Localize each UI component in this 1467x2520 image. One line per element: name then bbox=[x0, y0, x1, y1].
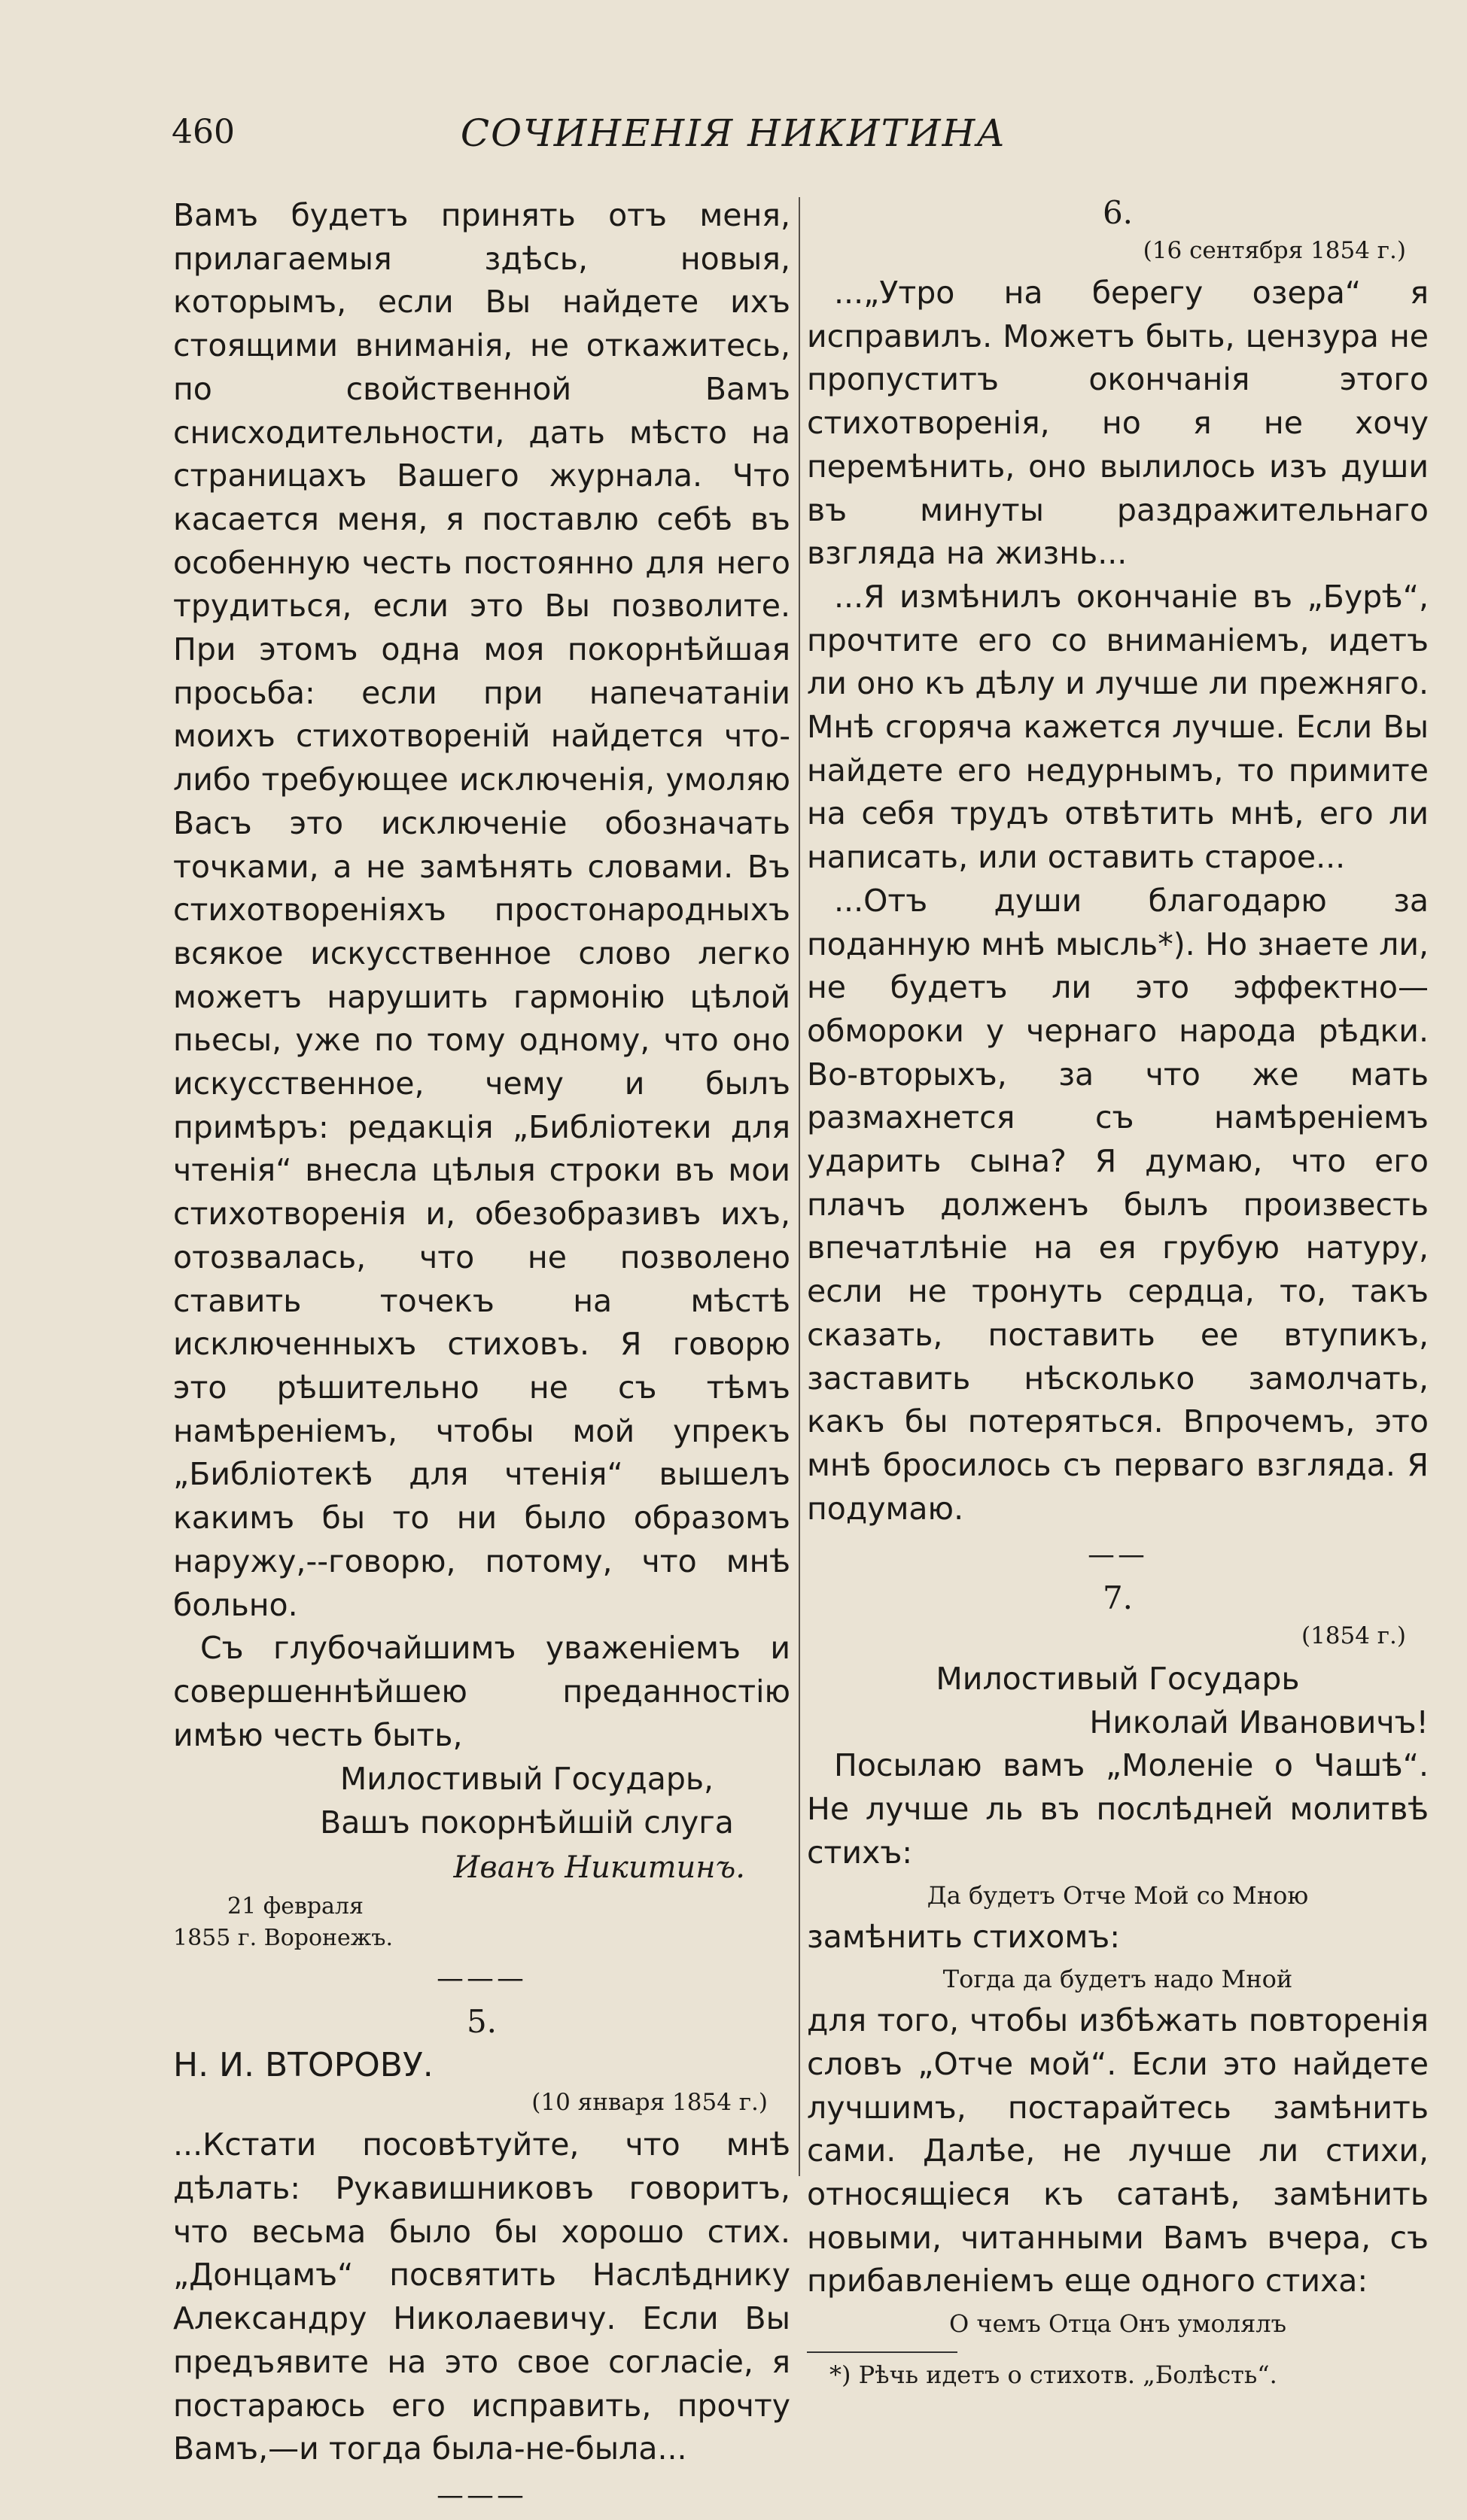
right-column bbox=[807, 194, 1429, 2389]
letter-date: 21 февраля bbox=[227, 1893, 364, 1920]
running-header: СОЧИНЕНІЯ НИКИТИНА bbox=[460, 111, 1007, 155]
letter-paragraph: ...Я измѣнилъ окончаніе въ „Бурѣ“, прочтите его со вниманіемъ, идетъ ли оно къ дѣлу и лучше ли прежняго. Мнѣ сгоряча кажется лучше. Если Вы найдете его недурнымъ, то примите на себя трудъ отвѣтить мнѣ, его ли написать, или оставить старое... bbox=[807, 578, 1429, 876]
signature-servant: Вашъ покорнѣйшій слуга bbox=[320, 1804, 734, 1841]
verse-quote: О чемъ Отца Онъ умолялъ bbox=[949, 2309, 1286, 2339]
page-number: 460 bbox=[172, 113, 235, 151]
section-addressee: Н. И. ВТОРОВУ. bbox=[173, 2046, 434, 2085]
footnote: *) Рѣчь идетъ о стихотв. „Болѣсть“. bbox=[829, 2360, 1277, 2390]
section-date: (16 сентября 1854 г.) bbox=[1143, 237, 1406, 264]
section-number: 5. bbox=[466, 2003, 498, 2041]
letter-place: 1855 г. Воронежъ. bbox=[173, 1925, 394, 1952]
signature-name: Иванъ Никитинъ. bbox=[453, 1850, 745, 1886]
letter-paragraph: Вамъ будетъ принять отъ меня, прилагаемыя здѣсь, новыя, которымъ, если Вы найдете ихъ стоящими вниманія, не откажитесь, по свойственной Вамъ снисходительности, дать мѣсто на страницахъ Вашего журнала. Что касается меня, я поставлю себѣ въ особенную честь постоянно для него трудиться, если это Вы позволите. При этомъ одна моя покорнѣйшая просьба: если при напечатаніи моихъ стихотвореній найдется что-либо требующее исключенія, умоляю Васъ это исключеніе обозначать точками, а не замѣнять словами. Въ стихотвореніяхъ простонародныхъ всякое искусственное слово легко можетъ нарушить гармонію цѣлой пьесы, уже по тому одному, что оно искусственное, чему и былъ примѣръ: редакція „Библіотеки для чтенія“ внесла цѣлыя строки въ мои стихотворенія и, обезобразивъ ихъ, отозвалась, что не позволено ставить точекъ на мѣстѣ исключенныхъ стиховъ. Я говорю это рѣшительно не съ тѣмъ намѣреніемъ, чтобы мой упрекъ „Библіотекѣ для чтенія“ вышелъ какимъ бы то ни было образомъ наружу,--говорю, потому, что мнѣ больно. bbox=[173, 197, 790, 1623]
letter-paragraph: ...Кстати посовѣтуйте, что мнѣ дѣлать: Рукавишниковъ говоритъ, что весьма было бы хорошо стих. „Донцамъ“ посвятить Наслѣднику Александру Николаевичу. Если Вы предъявите на это свое согласіе, я постараюсь его исправить, прочту Вамъ,—и тогда была-не-была... bbox=[173, 2126, 790, 2467]
footnote-rule bbox=[807, 2351, 957, 2353]
section-rule: ——— bbox=[437, 2479, 527, 2511]
signature-salutation: Милостивый Государь, bbox=[339, 1761, 714, 1798]
letter-paragraph: Посылаю вамъ „Моленіе о Чашѣ“. Не лучше ль въ послѣдней молитвѣ стихъ: bbox=[807, 1747, 1429, 1871]
section-number: 7. bbox=[1102, 1579, 1134, 1617]
verse-quote: Тогда да будетъ надо Мной bbox=[942, 1965, 1293, 1994]
section-date: (10 января 1854 г.) bbox=[531, 2089, 768, 2117]
greeting-line: Милостивый Государь bbox=[936, 1661, 1300, 1698]
letter-paragraph: замѣнить стихомъ: bbox=[807, 1918, 1121, 1955]
letter-paragraph: ...„Утро на берегу озера“ я исправилъ. Можетъ быть, цензура не пропуститъ окончанія этого стихотворенія, но я не хочу перемѣнить, оно вылилось изъ души въ минуты раздражительнаго взгляда на жизнь... bbox=[807, 275, 1429, 572]
verse-quote: Да будетъ Отче Мой со Мною bbox=[927, 1880, 1309, 1910]
section-rule: ——— bbox=[437, 1963, 527, 1995]
letter-paragraph: ...Отъ души благодарю за поданную мнѣ мысль*). Но знаете ли, не будетъ ли это эффектно—обмороки у чернаго народа рѣдки. Во-вторыхъ, за что же мать размахнется съ намѣреніемъ ударить сына? Я думаю, что его плачъ долженъ былъ произвесть впечатлѣніе на ея грубую натуру, если не тронуть сердца, то, такъ сказать, поставить ее втупикъ, заставить нѣсколько замолчать, какъ бы потеряться. Впрочемъ, это мнѣ бросилось съ перваго взгляда. Я подумаю. bbox=[807, 882, 1429, 1527]
section-date: (1854 г.) bbox=[1301, 1622, 1406, 1650]
section-number: 6. bbox=[1102, 194, 1134, 231]
left-column bbox=[173, 194, 790, 2520]
closing-paragraph: Съ глубочайшимъ уваженіемъ и совершеннѣйшею преданностію имѣю честь быть, bbox=[173, 1630, 790, 1753]
greeting-name: Николай Ивановичъ! bbox=[1089, 1704, 1429, 1741]
letter-paragraph: для того, чтобы избѣжать повторенія словъ „Отче мой“. Если это найдете лучшимъ, постарайтесь замѣнить сами. Далѣе, не лучше ли стихи, относящіеся къ сатанѣ, замѣнить новыми, читанными Вамъ вчера, съ прибавленіемъ еще одного стиха: bbox=[807, 2002, 1429, 2300]
section-rule: —— bbox=[1088, 1540, 1148, 1571]
column-divider bbox=[799, 197, 800, 2176]
